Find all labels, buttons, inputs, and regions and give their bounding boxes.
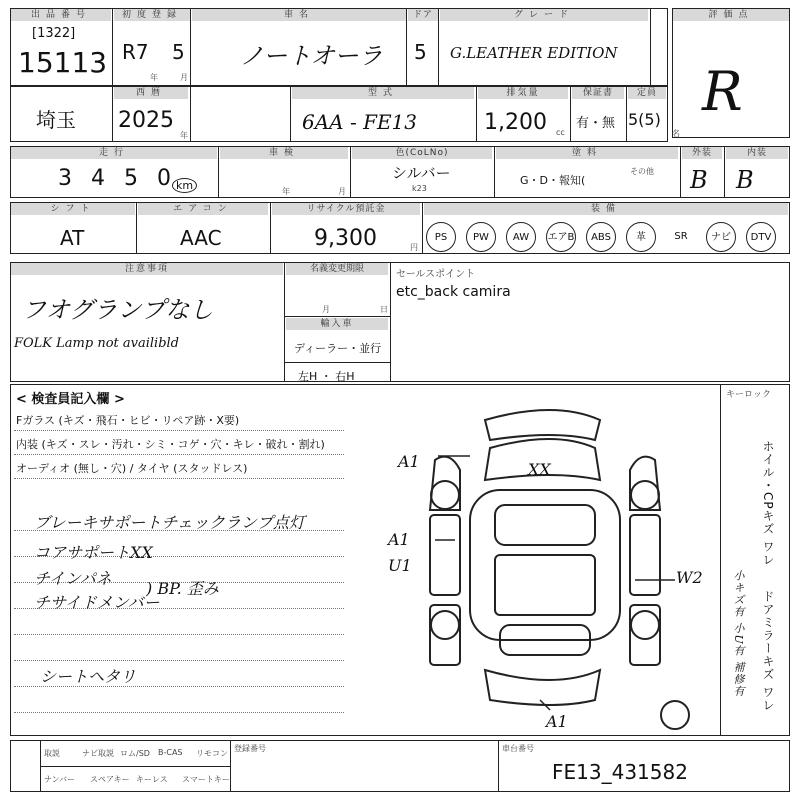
equip-6: SR	[674, 231, 688, 242]
seats: 5(5)	[628, 110, 661, 129]
damage-a1-rear: A1	[546, 712, 568, 731]
dealer-parallel: ディーラー・並行	[294, 342, 382, 355]
sales-point: etc_back camira	[396, 284, 511, 300]
equip-2: AW	[506, 222, 536, 252]
handle-side: 左H ・ 右H	[298, 370, 355, 383]
grade: G.LEATHER EDITION	[450, 44, 618, 62]
accessory-top-3: B-CAS	[158, 748, 183, 757]
accessory-bottom-2: キーレス	[136, 775, 168, 784]
equip-7: ナビ	[706, 222, 736, 252]
year-label: 初度登録	[114, 9, 190, 21]
chassis-number: FE13_431582	[552, 760, 688, 784]
reg-year: 2025	[118, 108, 174, 133]
reg-month: 5	[172, 40, 185, 64]
score-value: R	[702, 60, 743, 123]
side-note-mirror: ドアミラーキズ ワレ	[761, 590, 775, 712]
equip-8: DTV	[746, 222, 776, 252]
warranty: 有・無	[576, 116, 616, 131]
auction-sheet: 出品番号 初度登録 車名 ドア グレード [1322] 15113 R7 5 年 月 ノートオーラ 5 G.LEATHER EDITION 評価点 R 埼玉 西暦 2025 年 型式 6AA - FE13 排気量 1,200 cc 保証書 有・無 定員 5(5) 名 走行 3 4 5 0 km 車検 年 月 色(CoLNo) シルバー k23 塗料 G・D・報知( その他 外装 B 内装 B シフト AT エアコン AAC リサイクル預託金 9,300 円 装備 PS PW AW エアB ABS 革 SR ナビ DTV 注意事項 フオグランプなし FOLK Lamp not availibld 名義変更期限 月 日 輸入車 ディーラー・並行 左H ・ 右H セールスポイント etc_back camira < 検査員記入欄 > Fガラス (キズ・飛石・ヒビ・リペア跡・X要) 内装 (キズ・スレ・汚れ・シミ・コゲ・穴・キレ・破れ・割れ) オーディオ (無し・穴) / タイヤ (スタッドレス) ブレーキサポートチェックランプ点灯 コアサポートXX チインパネ チサイドメンバー ) BP. 歪み シートヘタリ キーロック ホイル・CPキズ ワレ ドアミラーキズ ワレ 小キズ有 小U有 補修有 A1 XX A1 U1 W2 A1 取説 ナビ取説 ロム/SD B-CAS リモコン ナンバー スペアキー キーレス スマートキー 登録番号 車台番号 FE13_431582	[0, 0, 800, 800]
aircon: AAC	[180, 226, 222, 250]
model: 6AA - FE13	[302, 110, 418, 134]
inspector-title: < 検査員記入欄 >	[16, 392, 125, 407]
equip-1: PW	[466, 222, 496, 252]
equip-5: 革	[626, 222, 656, 252]
region: 埼玉	[36, 108, 76, 132]
side-note-wheel: ホイル・CPキズ ワレ	[761, 440, 775, 567]
displacement: 1,200	[484, 110, 547, 135]
damage-u1: U1	[388, 556, 412, 575]
color: シルバー	[392, 164, 451, 182]
accessory-top-0: 取説	[44, 749, 60, 758]
score-label: 評価点	[673, 9, 789, 21]
shift: AT	[60, 226, 85, 250]
accessory-bottom-3: スマートキー	[182, 775, 230, 784]
side-note-small: 小キズ有 小U有 補修有	[732, 570, 745, 698]
recycle-fee: 9,300	[314, 226, 377, 251]
damage-a1-front: A1	[398, 452, 420, 471]
accessory-top-1: ナビ取説	[82, 749, 114, 758]
equip-0: PS	[426, 222, 456, 252]
accessory-top-2: ロム/SD	[120, 749, 150, 758]
car-label: 車名	[192, 9, 406, 21]
caution-en: FOLK Lamp not availibld	[14, 336, 179, 351]
grade-label: グレード	[440, 9, 648, 21]
equip-4: ABS	[586, 222, 616, 252]
accessory-top-4: リモコン	[196, 749, 228, 758]
door-label: ドア	[408, 9, 438, 21]
damage-xx: XX	[528, 460, 551, 479]
paint: G・D・報知(	[520, 174, 586, 187]
car-name: ノートオーラ	[240, 42, 383, 70]
lot-label: 出品番号	[11, 9, 111, 21]
equip-3: エアB	[546, 222, 576, 252]
exterior-grade: B	[690, 166, 708, 194]
door-count: 5	[414, 40, 427, 64]
interior-grade: B	[736, 166, 754, 194]
lot-number: 15113	[18, 46, 108, 79]
mileage: 3 4 5 0	[58, 166, 177, 191]
accessory-bottom-1: スペアキー	[90, 775, 130, 784]
reg-era: R7	[122, 40, 149, 64]
km-unit: km	[172, 178, 197, 193]
damage-w2: W2	[676, 568, 703, 587]
damage-a1-side: A1	[388, 530, 410, 549]
lot-sub: [1322]	[32, 26, 76, 41]
caution-jp: フオグランプなし	[22, 296, 214, 324]
car-damage-diagram	[390, 400, 720, 730]
accessory-bottom-0: ナンバー	[44, 775, 76, 784]
